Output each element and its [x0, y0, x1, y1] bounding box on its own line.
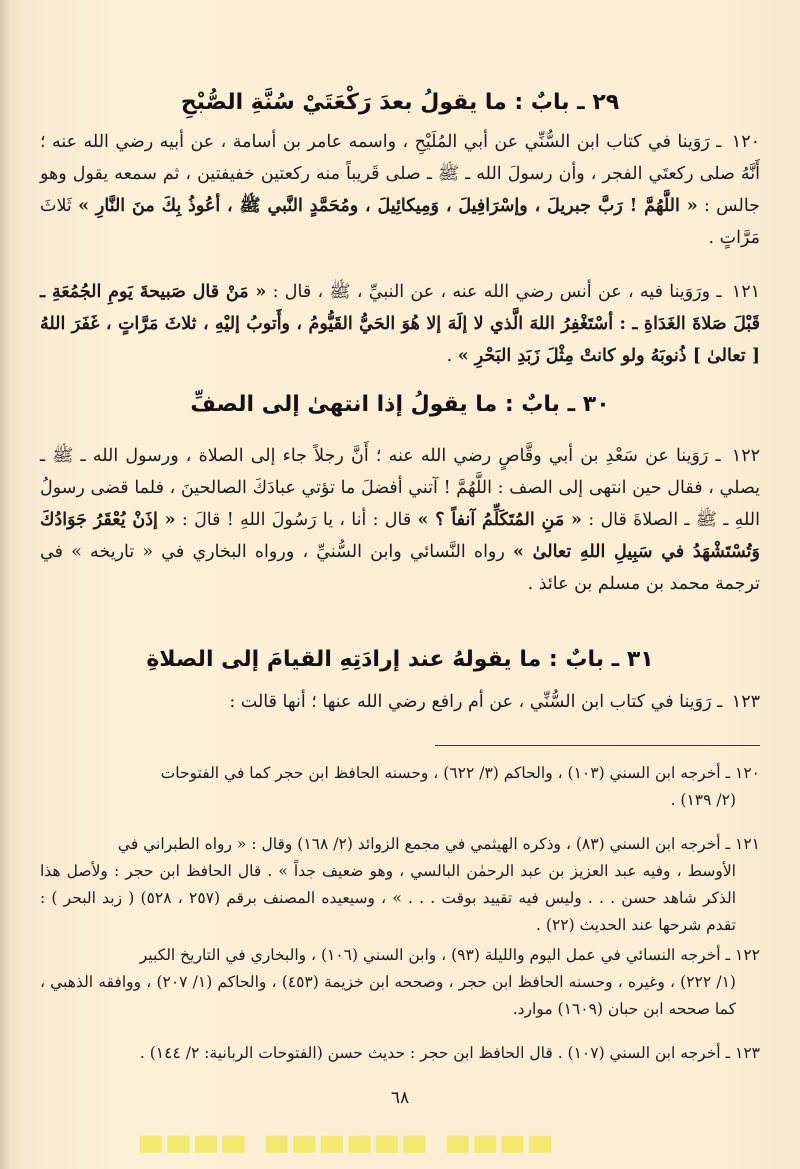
book-page	[40, 0, 760, 1151]
footnote-separator	[435, 745, 760, 746]
footnote-first-line: ١٢٢ ـ أخرجه النسائي في عمل اليوم والليلة (٩٣) ، وابن السني (١٠٦) ، والبخاري في التاريخ الكبير	[139, 946, 760, 964]
footnote-122	[40, 942, 760, 1023]
footnote-continuation: (١/ ٢٢٢) ، وغيره ، وحسنه الحافظ ابن حجر ، وصححه ابن خزيمة (٤٥٣) ، والحاكم (١/ ٢٠٧) ، ووافقه الذهبي ، كما صححه ابن حبان (١٦٠٩) موارد.	[40, 973, 736, 1018]
footnote-first-line: ١٢١ ـ أخرجه ابن السني (٨٣) ، وذكره الهيثمي في مجمع الزوائد (٢/ ١٦٨) وقال : « رواه الطبراني في	[117, 835, 760, 853]
footnote-120	[40, 760, 760, 814]
hadith-text: ـ رَوَينا في كتاب ابن السُّنِّي ، عن أم رافع رضي الله عنها ؛ أنها قالت :	[229, 692, 723, 712]
hadith-120	[40, 126, 760, 254]
hadith-quote-2: « إذَنْ يُعْقَرُ جَوَادُكَ وَتُسْتَشْهَدُ في سَبِيلِ اللهِ تعالىٰ »	[40, 510, 760, 562]
hadith-text: ـ رَوَينا في كتاب ابن السُّنِّي عن أبي المُلَيْحِ ، واسمه عامر بن أسامة ، عن أبيه رضي الله عنه ؛ أَنَّهُ صلى ركعتَي الفجر ، وأن رسولَ الله ـ ﷺ ـ صلى قَريباً منه ركعتين خفيفتين ، ثم سمعه يقول وهو جالس :	[40, 132, 760, 216]
hadith-text: ـ رَوَينا عن سَعْدِ بن أبي وقَّاصٍ رضي الله عنه ؛ أَنَّ رجلاً جاء إلى الصلاة ، ورسول الله ـ ﷺ ـ يصلي ، فقال حين انتهى إلى الصف : اللَّهُمَّ ! آتني أفضلَ ما تؤتي عبادَكَ الصالحينَ ، فلما قضى رسولُ اللهِ ـ ﷺ ـ الصلاةَ قال :	[40, 446, 760, 530]
hadith-number: ١٢٢	[731, 446, 760, 466]
watermark: ▀▀▀▀ ▀▀▀▀▀▀ ▀▀▀▀	[140, 1136, 557, 1169]
chapter-heading-29: ٢٩ ـ بابٌ : ما يقولُ بعدَ رَكْعَتَيْ سُنَّةِ الصُّبْحِ	[180, 90, 620, 115]
footnote-first-line: ١٢٠ ـ أخرجه ابن السني (١٠٣) ، والحاكم (٣/ ٦٢٢) ، وحسنه الحافظ ابن حجر كما في الفتوحات	[160, 764, 760, 782]
footnote-123	[40, 1040, 760, 1067]
hadith-121	[40, 276, 760, 372]
hadith-mid: قال : أنا ، يا رَسُولَ اللهِ ! قالَ :	[175, 510, 412, 530]
hadith-123	[40, 686, 760, 718]
hadith-number: ١٢١	[731, 282, 760, 302]
hadith-number: ١٢٣	[731, 692, 760, 712]
hadith-122	[40, 440, 760, 600]
hadith-quote: « اللَّهُمَّ ! رَبَّ جبريلَ ، وإسْرَافِيلَ ، وَمِيكائِيلَ ، ومُحَمَّدٍ النَّبي ﷺ ، أعُوذُ بِكَ منَ النَّارِ »	[78, 196, 698, 216]
hadith-tail: ثَلاثَ مَرَّاتٍ .	[40, 196, 760, 248]
hadith-number: ١٢٠	[731, 132, 760, 152]
footnote-continuation: الأوسط ، وفيه عبد العزيز بن عبد الرحمٰن البالسي ، وهو ضعيف جداً » . قال الحافظ ابن حجر : ولأصل هذا الذكر شاهد حسن . . . وليس فيه تقييد بوقت . . . » ، وسيعيده المصنف برقم (٢٥٧ ، ٥٢٨) ( زبد البحر ) : تقدم شرحها عند الحديث (٢٢) .	[40, 862, 737, 934]
footnote-121	[40, 831, 760, 939]
hadith-tail: رواه النَّسائي وابن السُّنيِّ ، ورواه البخاري في « تاريخه » في ترجمة محمد بن مسلم بن عائذ .	[40, 542, 760, 594]
hadith-quote: « مَنِ المُتَكَلِّمُ آنفاً ؟ »	[417, 510, 582, 530]
hadith-tail: .	[446, 346, 453, 366]
footnote-continuation: (٢/ ١٣٩) .	[670, 791, 736, 809]
chapter-heading-30: ٣٠ ـ بابٌ : ما يقولُ إذا انتهىٰ إلى الصفِّ	[190, 392, 610, 417]
chapter-heading-31: ٣١ ـ بابٌ : ما يقولهُ عند إرادَتِهِ القيامَ إلى الصلاةِ	[146, 647, 654, 672]
hadith-quote: « مَنْ قال صَبيحةَ يَومِ الجُمُعَةِ ـ قَبْلَ صَلاةَ الغَدَاةِ ـ : أسْتَغْفِرُ اللهَ الَّذي لا إلَهَ إلا هُوَ الحَيُّ القَيُّومُ ، وأَتوبُ إليْهِ ، ثلاثَ مَرَّاتٍ ، غَفَرَ اللهُ [ تعالىٰ ] ذُنوبَهُ ولو كانتْ مِثْلَ زَبَدِ البَحْرِ »	[40, 282, 760, 366]
page-number: ٦٨	[390, 1088, 410, 1108]
hadith-text: ـ ورَوَينا فيه ، عن أنس رضي الله عنه ، عن النبيِّ ، ﷺ ، قال :	[266, 282, 722, 302]
footnote-first-line: ١٢٣ ـ أخرجه ابن السني (١٠٧) . قال الحافظ ابن حجر : حديث حسن (الفتوحات الربانية: ٢/ ١٤٤) .	[139, 1044, 760, 1062]
